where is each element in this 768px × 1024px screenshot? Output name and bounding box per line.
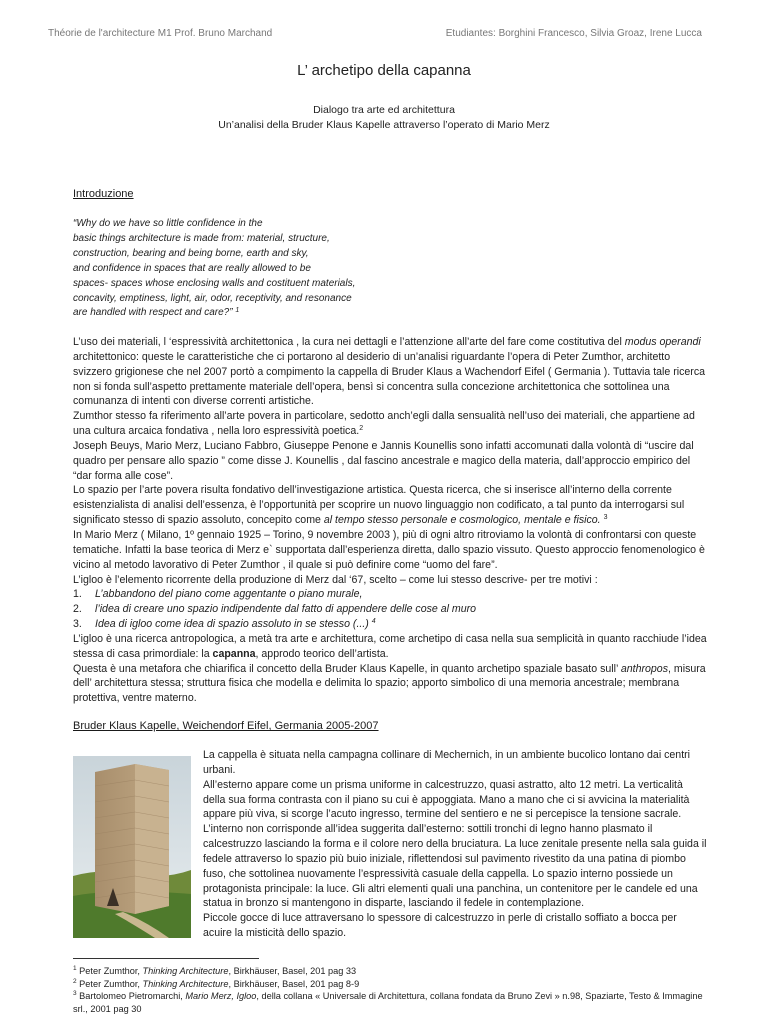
- footnote-ref: 2: [359, 425, 364, 433]
- paragraph: Questa è una metafora che chiarifica il concetto della Bruder Klaus Kapelle, in quanto archetipo spaziale basato sull’ anthropos, misura dell’ architettura stessa; struttura fisica che modella e delimita lo spazio; apporto simbolico di una memoria ancestrale; membrana protettiva, ventre materno.: [73, 662, 706, 705]
- section-heading-introduction: Introduzione: [73, 188, 134, 200]
- paragraph: L’igloo è una ricerca antropologica, a metà tra arte e architettura, come archetipo di casa nella sua semplicità in quanto racchiude l’idea stessa di casa primordiale: la capanna, approdo teorico dell’artista.: [73, 632, 707, 660]
- paragraph: La cappella è situata nella campagna collinare di Mechernich, in un ambiente bucolico lontano dai centri urbani.: [203, 749, 691, 776]
- chapel-illustration: [73, 756, 191, 938]
- list-item: 2. l’idea di creare uno spazio indipendente dal fatto di appendere delle cose al muro: [73, 603, 477, 616]
- quote-line: spaces- spaces whose enclosing walls and costituent materials,: [73, 277, 356, 289]
- quote-line: basic things architecture is made from: material, structure,: [73, 232, 330, 244]
- quote-line: “Why do we have so little confidence in the: [73, 218, 263, 229]
- paragraph: Piccole gocce di luce attraversano lo spessore di calcestruzzo in perle di cristallo soffiato a bocca per acuire la misticità dello spazio.: [203, 912, 677, 940]
- list-item: 3. Idea di igloo come idea di spazio assoluto in se stesso (...) $^4$: [73, 618, 376, 631]
- kapelle-description: [203, 748, 708, 941]
- paragraph: Zumthor stesso fa riferimento all’arte povera in particolare, sedotto anch’egli dalla sensualità nell’uso dei materiali, che appartiene ad una cultura arcaica fondativa , nella loro espressività poetica.$^2$: [73, 410, 695, 438]
- paragraph: L’interno non corrisponde all’idea suggerita dall’esterno: sottili tronchi di legno hanno plasmato il calcestruzzo lasciando la forma e il colore nero della bruciatura. La luce zenitale presente nella sala guida il fedele attraverso lo spazio più buio iniziale, riflettendosi sul pavimento rivestito da una patina di piombo fuso, che sottolinea nuovamente l’espressività casuale della cappella. Lo spazio interno possiede un protagonista principale: la luce. Gli altri elementi quali una panchina, un contenitore per le candele ed una statua in bronzo si mantengono in disparte, lasciando il fedele in contemplazione.: [203, 823, 707, 910]
- paragraph: All’esterno appare come un prisma uniforme in calcestruzzo, quasi astratto, alto 12 metri. La verticalità della sua forma contrasta con il piano su cui è appoggiata. Mano a mano che ci si avvicina la materialità appare più viva, si scorge l’acuto ingresso, termine del sentiero e ne si percepisce la tensione sacrale.: [203, 778, 690, 821]
- epigraph-quote: [73, 217, 355, 321]
- footnote-ref: 3: [603, 514, 608, 522]
- header-students: Etudiantes: Borghini Francesco, Silvia Groaz, Irene Lucca: [445, 28, 702, 39]
- footnote-ref: 4: [371, 618, 376, 626]
- chapel-photo: [73, 756, 191, 938]
- paragraph: In Mario Merz ( Milano, 1º gennaio 1925 – Torino, 9 novembre 2003 ), più di ogni altro ritroviamo la volontà di confrontarsi con queste tematiche. Infatti la base teorica di Merz e` supportata dall’esperienza diretta, dallo spazio vissuto. Questo approccio fenomenologico è vicino al metodo lavorativo di Peter Zumthor , il quale si può definire come “uomo del fare”.: [73, 528, 705, 571]
- footnote-ref: 1: [235, 307, 240, 315]
- section-heading-kapelle: Bruder Klaus Kapelle, Weichendorf Eifel, Germania 2005-2007: [73, 720, 379, 732]
- subtitle-line-1: Dialogo tra arte ed architettura: [313, 104, 455, 116]
- introduction-body: [73, 335, 708, 706]
- footnote: $^3$ Bartolomeo Pietromarchi, Mario Merz, Igloo, della collana « Universale di Architettura, collana fondata da Bruno Zevi » n.98, Spaziarte, Testo & Immagine srl., 2001 pag 30: [73, 990, 703, 1014]
- paragraph: L’igloo è l’elemento ricorrente della produzione di Merz dal ‘67, scelto – come lui stesso descrive- per tre motivi :: [73, 573, 598, 586]
- quote-line: and confidence in spaces that are really allowed to be: [73, 262, 311, 274]
- document-title: L’ archetipo della capanna: [297, 62, 471, 79]
- subtitle-line-2: Un’analisi della Bruder Klaus Kapelle attraverso l’operato di Mario Merz: [218, 119, 550, 131]
- footnote-divider: [73, 958, 259, 959]
- quote-line: are handled with respect and care?” $^1$: [73, 307, 240, 319]
- footnote: $^2$ Peter Zumthor, Thinking Architecture, Birkhäuser, Basel, 201 pag 8-9: [73, 977, 360, 989]
- quote-line: construction, bearing and being borne, earth and sky,: [73, 247, 309, 259]
- quote-line: concavity, emptiness, light, air, odor, receptivity, and resonance: [73, 292, 352, 304]
- list-item: 1. L’abbandono del piano come aggentante o piano murale,: [73, 588, 363, 601]
- footnote: $^1$ Peter Zumthor, Thinking Architecture, Birkhäuser, Basel, 201 pag 33: [73, 965, 357, 976]
- paragraph: Lo spazio per l’arte povera risulta fondativo dell’investigazione artistica. Questa ricerca, che si inserisce all’interno della corrente esistenzialista di analisi dell’essenza, è l’opportunità per scoprire un nuovo linguaggio non codificato, a tal punto da interrogarsi sul significato stesso di spazio assoluto, concepito come al tempo stesso personale e cosmologico, mentale e fisico. $^3$: [73, 484, 685, 527]
- paragraph: L’uso dei materiali, l ‘espressività architettonica , la cura nei dettagli e l’attenzione all’arte del fare come costitutiva del modus operandi architettonico: queste le caratteristiche che ci portarono al desiderio di un’analisi riguardante l’opera di Peter Zumthor, architetto svizzero grigionese che nel 2007 portò a compimento la cappella di Bruder Klaus a Wachendorf Eifel ( Germania ). Tuttavia tale ricerca non si fonda sull’aspetto prettamente materiale dell’opera, bensì si concentra sulla concezione architettonica che sottolinea una comunanza di intenti con diverse correnti artistiche.: [73, 336, 706, 408]
- paragraph: Joseph Beuys, Mario Merz, Luciano Fabbro, Giuseppe Penone e Jannis Kounellis sono infatti accomunati dalla volontà di “uscire dal quadro per pensare allo spazio ” come disse J. Kounellis , dal fascino ancestrale e magico della materia, dall’approccio empirico del “dar forma alle cose”.: [73, 439, 694, 482]
- footnotes: [73, 965, 713, 1015]
- header-course: Théorie de l'architecture M1 Prof. Bruno Marchand: [48, 28, 273, 39]
- numbered-list: [73, 587, 708, 632]
